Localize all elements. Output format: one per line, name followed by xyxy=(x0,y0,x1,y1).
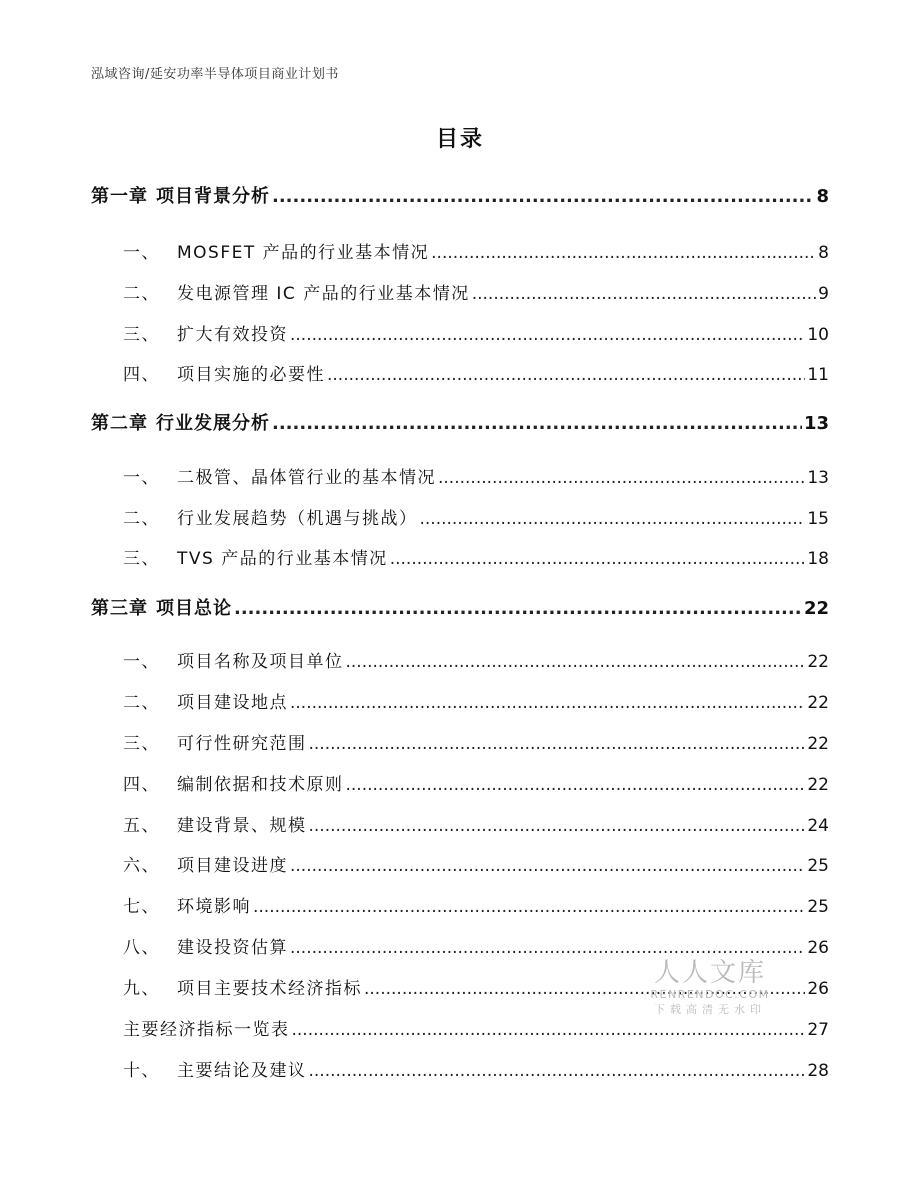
section-title: 建设背景、规模 xyxy=(177,816,307,836)
section-number: 一、 xyxy=(123,468,160,488)
running-header: 泓域咨询/延安功率半导体项目商业计划书 xyxy=(91,67,339,82)
page-number: 28 xyxy=(807,1061,829,1081)
watermark-name: 人人文库 xyxy=(653,958,766,988)
chapter-title: 项目背景分析 xyxy=(156,186,270,207)
dot-leader xyxy=(234,598,802,619)
section-title: TVS 产品的行业基本情况 xyxy=(177,549,388,569)
dot-leader xyxy=(420,509,806,529)
section-title: 编制依据和技术原则 xyxy=(177,775,344,795)
toc-entry[interactable] xyxy=(91,851,829,876)
page-number: 25 xyxy=(807,897,829,917)
toc-entry[interactable] xyxy=(91,279,829,304)
toc-entry[interactable] xyxy=(91,892,829,917)
watermark-tagline: 下载高清无水印 xyxy=(654,1003,766,1016)
chapter-title: 行业发展分析 xyxy=(156,413,270,434)
dot-leader xyxy=(309,1061,806,1081)
dot-leader xyxy=(290,856,805,876)
toc-entry[interactable] xyxy=(91,811,829,836)
dot-leader xyxy=(390,549,806,569)
section-title: 行业发展趋势（机遇与挑战） xyxy=(177,509,418,529)
section-title: 项目建设地点 xyxy=(177,693,288,713)
toc-chapter-1[interactable] xyxy=(91,182,829,208)
dot-leader xyxy=(290,938,805,958)
page-number: 8 xyxy=(816,186,829,207)
dot-leader xyxy=(472,284,816,304)
dot-leader xyxy=(272,413,802,434)
section-title: 可行性研究范围 xyxy=(177,734,307,754)
section-number: 四、 xyxy=(123,775,160,795)
section-number: 七、 xyxy=(123,897,160,917)
watermark xyxy=(646,958,774,1018)
section-title: 项目主要技术经济指标 xyxy=(177,979,362,999)
page-number: 9 xyxy=(818,284,829,304)
toc-entry[interactable] xyxy=(91,360,829,385)
section-number: 九、 xyxy=(123,979,160,999)
toc-entry[interactable] xyxy=(91,647,829,672)
section-number: 三、 xyxy=(123,734,160,754)
section-title: 主要经济指标一览表 xyxy=(123,1020,290,1040)
section-title: 环境影响 xyxy=(177,897,251,917)
toc-entry[interactable] xyxy=(91,933,829,958)
dot-leader xyxy=(346,652,806,672)
watermark-url: RENRENDOC.COM xyxy=(650,988,770,1001)
page-number: 13 xyxy=(807,468,829,488)
toc-entry[interactable] xyxy=(91,1056,829,1081)
chapter-label: 第一章 xyxy=(91,186,148,207)
section-title: 主要结论及建议 xyxy=(177,1061,307,1081)
dot-leader xyxy=(290,693,805,713)
page-number: 15 xyxy=(807,509,829,529)
section-title: 项目建设进度 xyxy=(177,856,288,876)
toc-entry[interactable] xyxy=(91,544,829,569)
dot-leader xyxy=(290,325,805,345)
section-number: 四、 xyxy=(123,365,160,385)
toc-chapter-2[interactable] xyxy=(91,409,829,435)
chapter-label: 第二章 xyxy=(91,413,148,434)
page-number: 8 xyxy=(818,243,829,263)
page-number: 22 xyxy=(807,693,829,713)
section-title: 扩大有效投资 xyxy=(177,325,288,345)
page-number: 13 xyxy=(803,413,829,434)
page-number: 26 xyxy=(807,938,829,958)
section-number: 十、 xyxy=(123,1061,160,1081)
page-number: 27 xyxy=(807,1020,829,1040)
dot-leader xyxy=(431,243,816,263)
toc-entry[interactable] xyxy=(91,729,829,754)
page-number: 22 xyxy=(807,734,829,754)
toc-entry[interactable] xyxy=(91,504,829,529)
dot-leader xyxy=(346,775,806,795)
section-number: 一、 xyxy=(123,652,160,672)
toc-entry[interactable] xyxy=(91,463,829,488)
toc-entry[interactable] xyxy=(91,1015,829,1040)
section-number: 三、 xyxy=(123,325,160,345)
page-number: 11 xyxy=(807,365,829,385)
section-title: 建设投资估算 xyxy=(177,938,288,958)
page-number: 18 xyxy=(807,549,829,569)
toc-chapter-3[interactable] xyxy=(91,594,829,620)
page-number: 22 xyxy=(807,652,829,672)
section-number: 一、 xyxy=(123,243,160,263)
chapter-label: 第三章 xyxy=(91,598,148,619)
dot-leader xyxy=(292,1020,806,1040)
section-number: 二、 xyxy=(123,509,160,529)
section-title: 项目名称及项目单位 xyxy=(177,652,344,672)
section-number: 五、 xyxy=(123,816,160,836)
page-number: 10 xyxy=(807,325,829,345)
section-title: 二极管、晶体管行业的基本情况 xyxy=(177,468,436,488)
chapter-title: 项目总论 xyxy=(156,598,232,619)
dot-leader xyxy=(438,468,805,488)
section-number: 三、 xyxy=(123,549,160,569)
page-number: 25 xyxy=(807,856,829,876)
toc-entry[interactable] xyxy=(91,770,829,795)
dot-leader xyxy=(309,734,806,754)
page-number: 26 xyxy=(807,979,829,999)
toc-entry[interactable] xyxy=(91,320,829,345)
dot-leader xyxy=(327,365,805,385)
page-number: 24 xyxy=(807,816,829,836)
toc-entry[interactable] xyxy=(91,688,829,713)
section-number: 二、 xyxy=(123,693,160,713)
page-number: 22 xyxy=(807,775,829,795)
toc-entry[interactable] xyxy=(91,238,829,263)
section-title: 项目实施的必要性 xyxy=(177,365,325,385)
dot-leader xyxy=(309,816,806,836)
page-number: 22 xyxy=(803,598,829,619)
section-number: 八、 xyxy=(123,938,160,958)
dot-leader xyxy=(253,897,805,917)
toc-title: 目录 xyxy=(435,127,484,152)
section-number: 六、 xyxy=(123,856,160,876)
section-title: MOSFET 产品的行业基本情况 xyxy=(177,243,430,263)
section-title: 发电源管理 IC 产品的行业基本情况 xyxy=(177,284,470,304)
section-number: 二、 xyxy=(123,284,160,304)
dot-leader xyxy=(272,186,814,207)
